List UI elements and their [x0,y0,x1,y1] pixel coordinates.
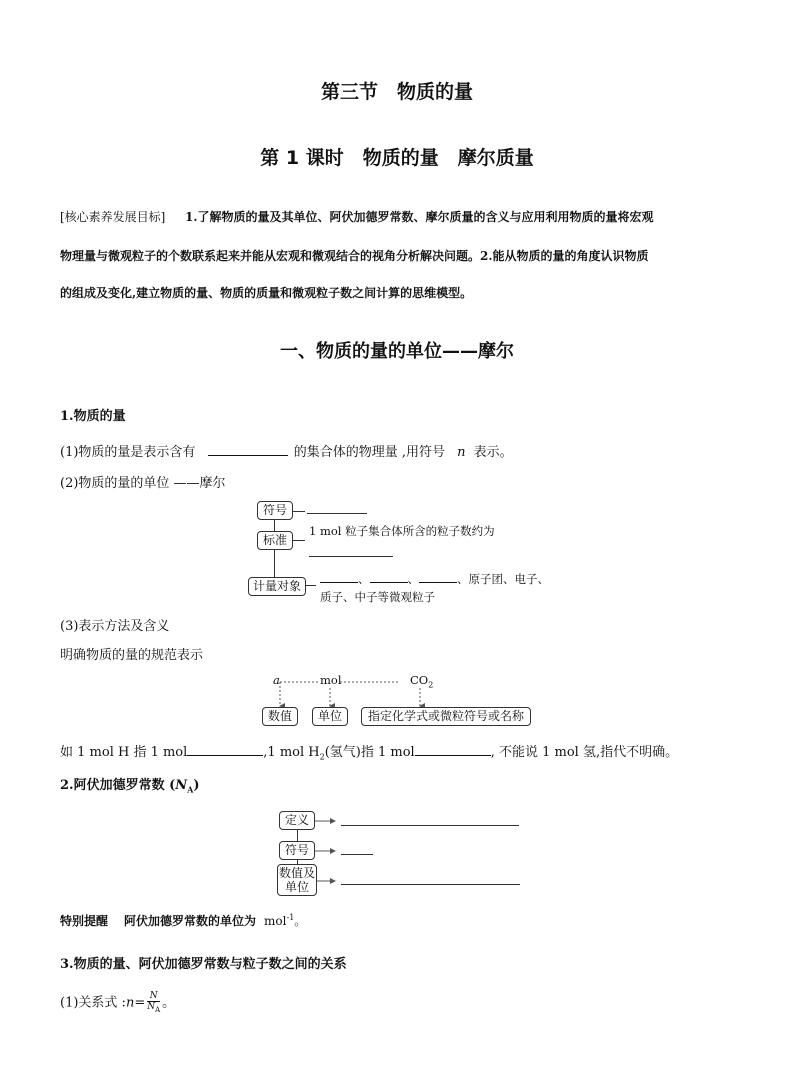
item2-heading-prefix: 2.阿伏加德罗常数 ( [60,778,176,793]
formula-eq: = [134,995,146,1011]
sep: 、 [358,572,370,586]
diagram3-arrows [315,815,341,891]
item2-heading [60,774,200,795]
example-a: 如 1 mol H 指 1 mol [60,745,188,760]
label-a: a [273,673,280,687]
objects-line-1 [320,571,549,587]
item1-paragraph-3-sub: 明确物质的量的规范表示 [60,648,204,663]
blank-1 [208,443,288,456]
note-unit: mol [264,914,287,928]
item3-heading: 3.物质的量、阿伏加德罗常数与粒子数之间的关系 [60,957,347,972]
co2-sub: 2 [428,680,434,690]
def-box: 定义 [279,811,315,830]
sep: 、 [407,572,419,586]
connector [306,585,316,586]
note-text: 阿伏加德罗常数的单位为 [124,914,257,928]
blank-object-1 [320,572,358,583]
p1-end: 表示。 [473,445,513,460]
formula-numerator: N [147,991,160,1002]
item1-paragraph-3: (3)表示方法及含义 [60,619,170,634]
note-end: 。 [294,914,307,928]
goals-text-1: 1.了解物质的量及其单位、阿伏加德罗常数、摩尔质量的含义与应用利用物质的量将宏观 [185,210,654,224]
note-tag: 特别提醒 [60,914,109,928]
goals-line-3: 的组成及变化,建立物质的量、物质的质量和微观粒子数之间计算的思维模型。 [60,286,473,300]
unit-box: 单位 [312,707,348,726]
formula-den-n: N [147,1002,156,1012]
blank-example-2 [415,743,491,756]
label-mol: mol [320,673,342,687]
diagram1-vertical-line [274,518,275,586]
item2-heading-sub: A [187,784,194,795]
value-unit-box [277,864,317,896]
example-c: (氢气)指 1 mol [324,745,415,760]
blank-def [341,825,519,826]
p1-suffix: 的集合体的物理量 ,用符号 [293,445,445,460]
item2-heading-suffix: ) [193,778,200,793]
blank-object-3 [419,572,457,583]
formula-fraction [147,991,160,1015]
value-unit-line-1: 数值及 [278,866,315,880]
formula-prefix: (1)关系式 : [60,995,126,1011]
item1-paragraph-1 [60,441,513,460]
p1-symbol: n [457,445,466,460]
formula-den-sub: A [155,1005,161,1014]
formula-line [60,991,175,1015]
diagram1-standard-box: 标准 [257,531,293,550]
formula-denominator [147,1002,160,1015]
formula-n: n [125,995,135,1011]
p1-prefix: (1)物质的量是表示含有 [60,445,196,460]
blank-symbol-2 [341,854,373,855]
connector [293,511,305,512]
goals-tag: [核心素养发展目标] [60,210,166,224]
example-line [60,741,678,762]
section-heading: 一、物质的量的单位——摩尔 [280,341,514,362]
objects-line-2: 质子、中子等微观粒子 [320,590,435,604]
objects-text-1: 、原子团、电子、 [457,572,549,586]
formula-end: 。 [162,995,176,1011]
blank-value [341,884,520,885]
special-note [60,912,306,929]
co2-main: CO [410,673,429,687]
item2-heading-n: N [175,778,188,793]
goals-line-1 [60,208,654,225]
diagram1-symbol-box: 符号 [257,501,293,520]
value-unit-line-2: 单位 [284,880,309,894]
spec-box: 指定化学式或微粒符号或名称 [361,707,531,726]
page-title: 第三节 物质的量 [320,81,473,103]
standard-text: 1 mol 粒子集合体所含的粒子数约为 [309,524,495,538]
blank-object-2 [370,572,408,583]
item1-heading: 1.物质的量 [60,409,126,424]
blank-symbol [307,513,367,514]
example-d: , 不能说 1 mol 氢,指代不明确。 [490,745,679,760]
goals-line-2: 物理量与微观粒子的个数联系起来并能从宏观和微观结合的视角分析解决问题。2.能从物质的量的角度认识物质 [60,249,649,263]
example-b: ,1 mol H [263,745,320,760]
blank-standard [309,556,393,557]
symbol-box: 符号 [279,841,315,860]
value-box: 数值 [262,707,298,726]
page-subtitle: 第 1 课时 物质的量 摩尔质量 [260,147,534,169]
note-exp: -1 [286,913,295,922]
blank-example-1 [187,743,263,756]
item1-paragraph-2: (2)物质的量的单位 ——摩尔 [60,476,226,491]
example-b-sub: 2 [319,752,325,762]
diagram1-objects-box: 计量对象 [248,577,306,596]
connector [293,540,305,541]
